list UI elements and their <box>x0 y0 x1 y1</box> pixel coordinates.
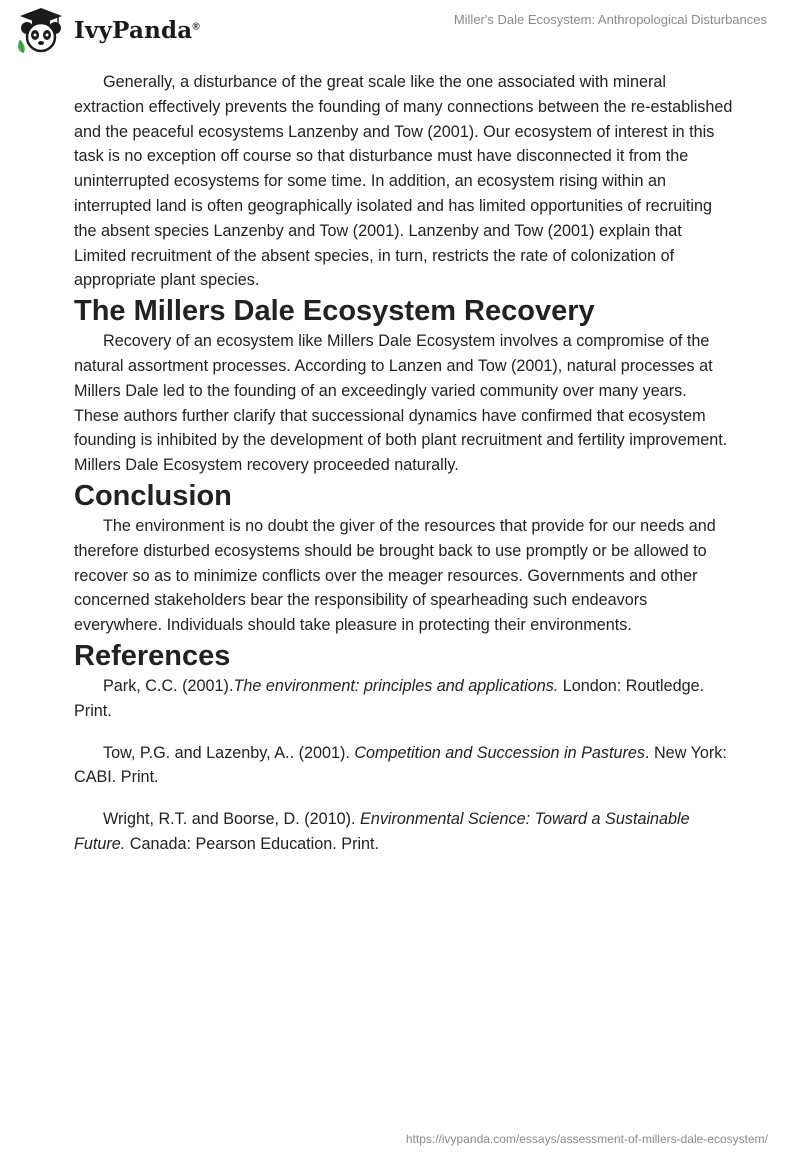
conclusion-heading: Conclusion <box>74 479 232 512</box>
intro-paragraph: Generally, a disturbance of the great scale like the one associated with mineral extraction effectively prevents the founding of many connections between the re-established and the peaceful ecosystems Lanzenby and Tow (2001). Our ecosystem of interest in this task is no exception off course so that disturbance must have disconnected it from the uninterrupted ecosystems for some time. In addition, an ecosystem rising within an interrupted land is often geographically isolated and has limited opportunities of recruiting the absent species Lanzenby and Tow (2001). Lanzenby and Tow (2001) explain that Limited recruitment of the absent species, in turn, restricts the rate of colonization of appropriate plant species. <box>74 73 733 290</box>
reference-item: Tow, P.G. and Lazenby, A.. (2001). Competition and Succession in Pastures. New York: CABI. Print. <box>74 743 727 787</box>
document-title: Miller's Dale Ecosystem: Anthropological Disturbances <box>453 12 767 27</box>
recovery-heading: The Millers Dale Ecosystem Recovery <box>74 295 595 328</box>
logo-wordmark: IvyPanda® <box>74 16 200 44</box>
references-heading: References <box>74 639 231 672</box>
page-header <box>0 0 800 60</box>
reference-item: Park, C.C. (2001).The environment: principles and applications. London: Routledge. Print. <box>74 676 705 720</box>
ivypanda-logo[interactable] <box>14 8 200 52</box>
conclusion-paragraph: The environment is no doubt the giver of the resources that provide for our needs and therefore disturbed ecosystems should be brought back to use promptly or be allowed to recover so as to minimize conflicts over the meager resources. Governments and other concerned stakeholders bear the responsibility of spearheading such endeavors everywhere. Individuals should take pleasure in protecting their environments. <box>74 516 716 635</box>
recovery-paragraph: Recovery of an ecosystem like Millers Dale Ecosystem involves a compromise of the natural assortment processes. According to Lanzen and Tow (2001), natural processes at Millers Dale led to the founding of an exceedingly varied community over many years. These authors further clarify that successional dynamics have confirmed that ecosystem founding is inhibited by the development of both plant recruitment and fertility improvement. Millers Dale Ecosystem recovery proceeded naturally. <box>74 332 728 475</box>
panda-logo-icon <box>14 6 68 54</box>
source-url-link[interactable]: https://ivypanda.com/essays/assessment-of-millers-dale-ecosystem/ <box>405 1132 768 1146</box>
essay-content <box>74 70 734 874</box>
reference-item: Wright, R.T. and Boorse, D. (2010). Environmental Science: Toward a Sustainable Future. Canada: Pearson Education. Print. <box>74 810 690 853</box>
